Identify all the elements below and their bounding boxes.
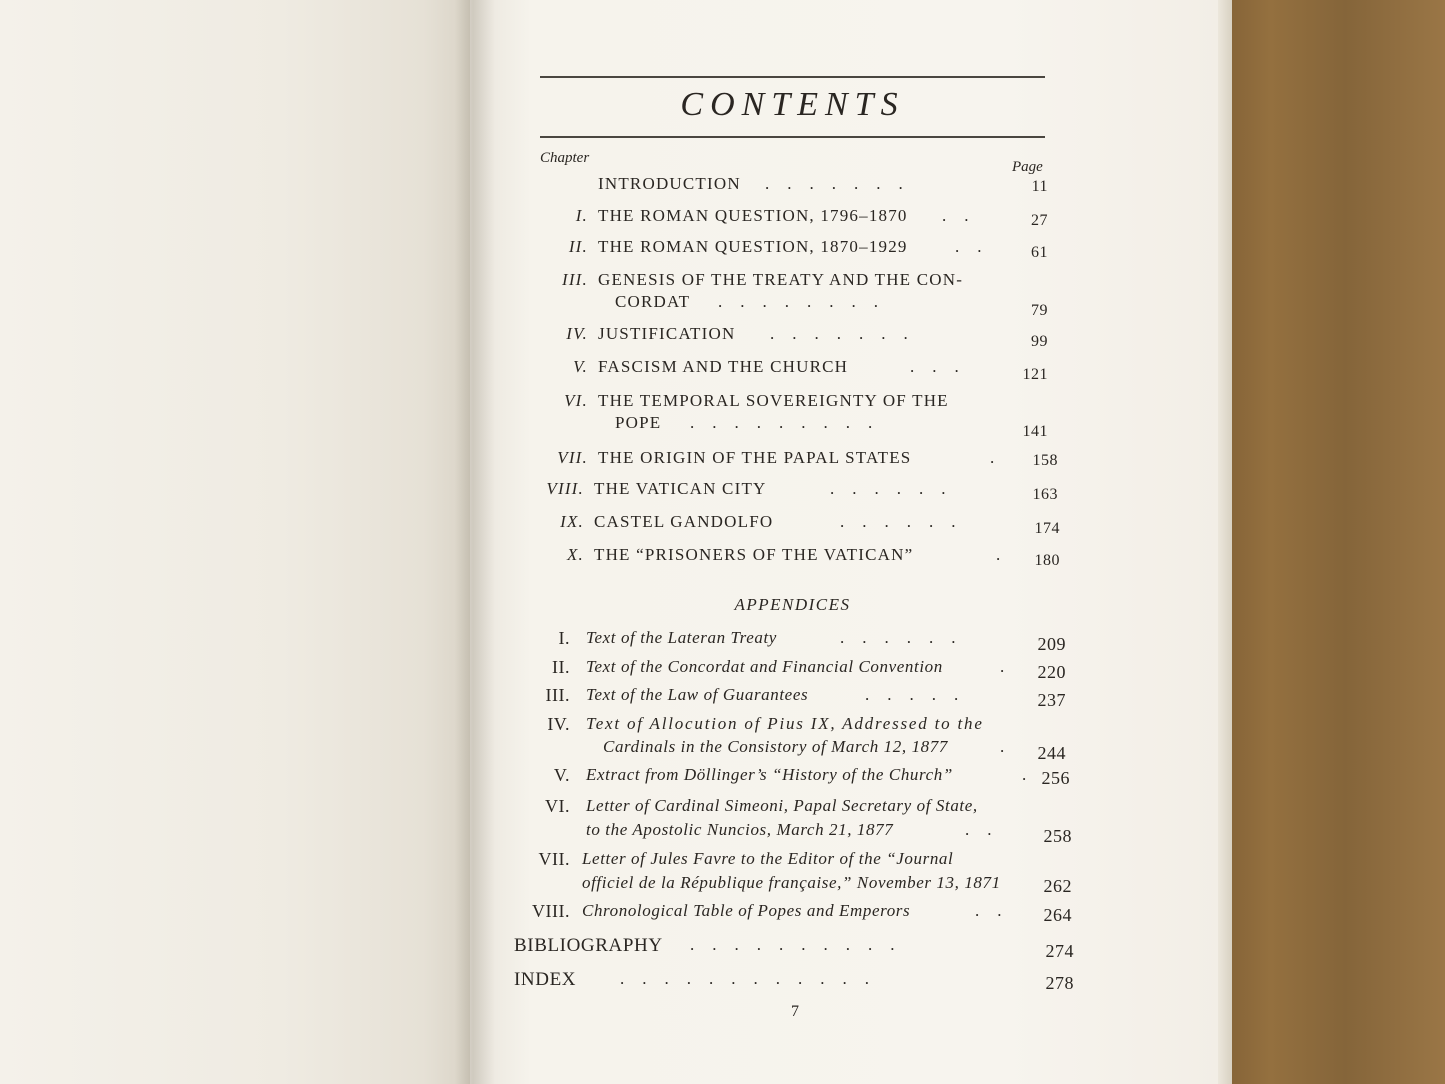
leader-dots: ... xyxy=(910,357,977,376)
entry-number: X. xyxy=(566,545,584,564)
entry-number: IX. xyxy=(560,512,584,531)
appendix-page: 264 xyxy=(1043,905,1072,925)
leader-dots: ......... xyxy=(690,413,891,432)
appendix-page: 262 xyxy=(1043,876,1072,896)
appendix-number: VI. xyxy=(545,796,570,816)
entry-title-continued: POPE xyxy=(615,413,662,432)
appendix-page: 258 xyxy=(1043,826,1072,846)
appendix-title: Text of the Concordat and Financial Convention xyxy=(586,657,943,676)
entry-number: IV. xyxy=(566,324,588,343)
entry-title: THE ROMAN QUESTION, 1870–1929 xyxy=(598,237,908,256)
entry-title: THE “PRISONERS OF THE VATICAN” xyxy=(594,545,914,564)
appendix-number: V. xyxy=(553,765,570,785)
index-page: 278 xyxy=(1045,973,1074,993)
entry-number: III. xyxy=(561,270,588,289)
appendix-page: 220 xyxy=(1037,662,1066,682)
top-rule xyxy=(540,76,1045,78)
leader-dots: . xyxy=(996,545,1019,564)
entry-title: FASCISM AND THE CHURCH xyxy=(598,357,849,376)
appendix-title-continued: to the Apostolic Nuncios, March 21, 1877 xyxy=(586,820,894,839)
appendix-title-continued: officiel de la République française,” November 13, 1871 xyxy=(582,873,1001,892)
entry-number: VI. xyxy=(564,391,588,410)
entry-title: INTRODUCTION xyxy=(598,174,741,193)
entry-page: 99 xyxy=(1031,333,1048,350)
entry-number: VIII. xyxy=(546,479,584,498)
page-column-label: Page xyxy=(1012,159,1043,175)
appendix-page: 237 xyxy=(1037,690,1066,710)
leader-dots: . xyxy=(1022,765,1045,784)
appendix-title: Text of the Law of Guarantees xyxy=(586,685,809,704)
leader-dots: ............ xyxy=(620,969,887,988)
entry-page: 180 xyxy=(1034,552,1060,569)
page-edge xyxy=(1218,0,1232,1084)
entry-title: GENESIS OF THE TREATY AND THE CON- xyxy=(598,270,964,289)
appendix-number: III. xyxy=(545,685,570,705)
page-number: 7 xyxy=(791,1003,799,1020)
entry-page: 11 xyxy=(1031,178,1048,195)
appendix-title: Letter of Cardinal Simeoni, Papal Secretary of State, xyxy=(586,796,978,815)
appendix-number: VIII. xyxy=(532,901,570,921)
entry-page: 158 xyxy=(1032,452,1058,469)
entry-page: 79 xyxy=(1031,302,1048,319)
wooden-surface xyxy=(1195,0,1445,1084)
leader-dots: ..... xyxy=(865,685,977,704)
leader-dots: . xyxy=(1000,737,1023,756)
entry-page: 121 xyxy=(1022,366,1048,383)
appendix-number: VII. xyxy=(538,849,570,869)
leader-dots: . xyxy=(1000,657,1023,676)
leader-dots: .......... xyxy=(690,935,913,954)
leader-dots: .. xyxy=(955,237,1000,256)
leader-dots: ...... xyxy=(840,628,974,647)
leader-dots: ...... xyxy=(830,479,964,498)
entry-title: JUSTIFICATION xyxy=(598,324,736,343)
entry-number: II. xyxy=(568,237,588,256)
appendix-title: Letter of Jules Favre to the Editor of the “Journal xyxy=(582,849,954,868)
appendix-title: Chronological Table of Popes and Emperors xyxy=(582,901,911,920)
appendix-number: II. xyxy=(552,657,570,677)
leader-dots: .. xyxy=(975,901,1020,920)
entry-title: THE TEMPORAL SOVEREIGNTY OF THE xyxy=(598,391,949,410)
entry-number: I. xyxy=(575,206,588,225)
entry-page: 27 xyxy=(1031,212,1048,229)
bottom-rule xyxy=(540,136,1045,138)
appendix-title-continued: Cardinals in the Consistory of March 12, 1877 xyxy=(603,737,948,756)
entry-title-continued: CORDAT xyxy=(615,292,691,311)
chapter-column-label: Chapter xyxy=(540,150,590,166)
leader-dots: .. xyxy=(965,820,1010,839)
index-title: INDEX xyxy=(514,969,577,990)
entry-number: VII. xyxy=(557,448,588,467)
appendix-title: Text of Allocution of Pius IX, Addressed to the xyxy=(586,714,984,733)
appendix-page: 244 xyxy=(1037,743,1066,763)
appendix-number: IV. xyxy=(547,714,570,734)
leader-dots: ...... xyxy=(840,512,974,531)
leader-dots: ........ xyxy=(718,292,896,311)
entry-title: THE ROMAN QUESTION, 1796–1870 xyxy=(598,206,908,225)
bibliography-title: BIBLIOGRAPHY xyxy=(514,935,663,956)
appendix-number: I. xyxy=(558,628,570,648)
contents-heading: CONTENTS xyxy=(680,86,905,123)
entry-page: 163 xyxy=(1032,486,1058,503)
leader-dots: ....... xyxy=(765,174,921,193)
bibliography-page: 274 xyxy=(1045,941,1074,961)
entry-page: 174 xyxy=(1034,520,1060,537)
entry-number: V. xyxy=(573,357,588,376)
leader-dots: .. xyxy=(942,206,987,225)
appendix-page: 209 xyxy=(1037,634,1066,654)
entry-page: 61 xyxy=(1031,244,1048,261)
entry-page: 141 xyxy=(1022,423,1048,440)
leader-dots: ....... xyxy=(770,324,926,343)
entry-title: THE VATICAN CITY xyxy=(594,479,767,498)
appendix-title: Extract from Döllinger’s “History of the Church” xyxy=(586,765,953,784)
left-page xyxy=(0,0,470,1084)
appendices-heading: APPENDICES xyxy=(734,595,851,614)
appendix-title: Text of the Lateran Treaty xyxy=(586,628,777,647)
appendix-page: 256 xyxy=(1041,768,1070,788)
leader-dots: . xyxy=(990,448,1013,467)
entry-title: CASTEL GANDOLFO xyxy=(594,512,774,531)
book-gutter xyxy=(455,0,495,1084)
entry-title: THE ORIGIN OF THE PAPAL STATES xyxy=(598,448,912,467)
